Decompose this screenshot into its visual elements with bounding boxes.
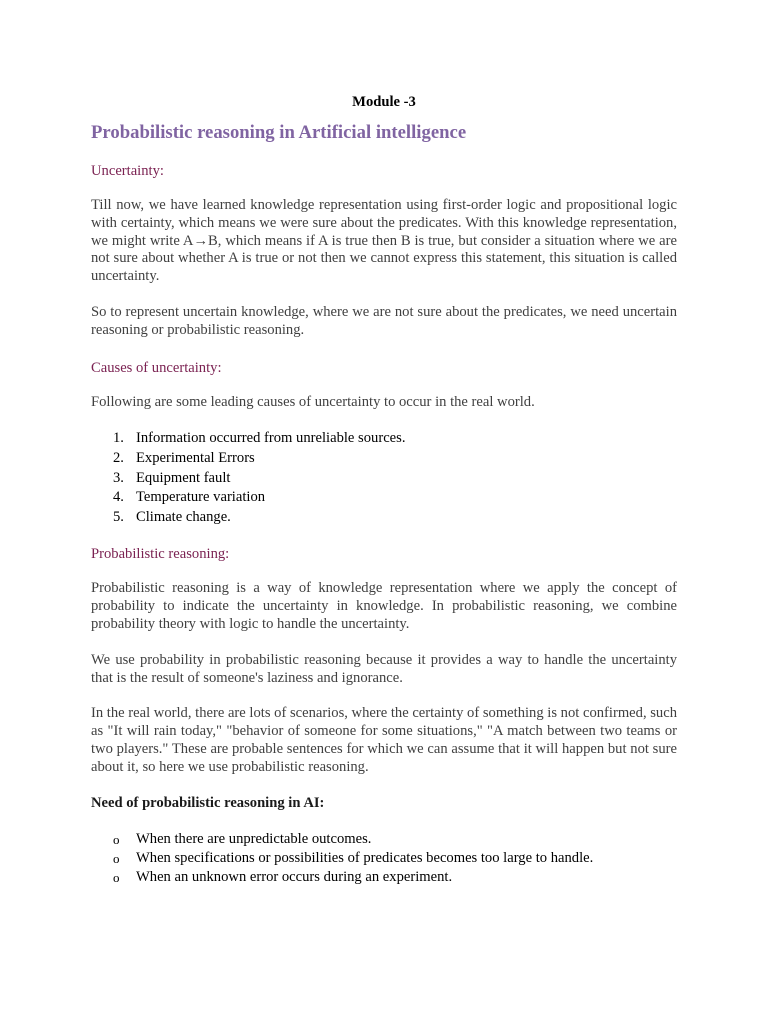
list-item [91,868,677,887]
uncertainty-paragraph-1: Till now, we have learned knowledge representation using first-order logic and propositional logic with certainty, which means we were sure about the predicates. With this knowledge representation, we might write A→B, which means if A is true then B is true, but consider a situation where we are not sure about whether A is true or not then we cannot express this statement, this situation is called uncertainty. [91,197,677,285]
module-title: Module -3 [352,94,416,110]
list-item-number: 1. [113,430,124,447]
list-item [91,488,677,508]
probabilistic-paragraph-2: We use probability in probabilistic reasoning because it provides a way to handle the uncertainty that is the result of someone's laziness and ignorance. [91,651,677,686]
list-item [91,849,677,868]
list-item-text: Equipment fault [136,469,231,486]
uncertainty-paragraph-2: So to represent uncertain knowledge, where we are not sure about the predicates, we need uncertain reasoning or probabilistic reasoning. [91,303,677,338]
list-item-number: 5. [113,508,124,525]
bullet-icon: o [113,870,120,886]
need-heading: Need of probabilistic reasoning in AI: [91,794,325,811]
list-item [91,469,677,489]
list-item-number: 4. [113,489,124,506]
list-item-text: Climate change. [136,508,231,525]
list-item [91,508,677,528]
probabilistic-paragraph-1: Probabilistic reasoning is a way of knowledge representation where we apply the concept of probability to indicate the uncertainty in knowledge. In probabilistic reasoning, we combine probability theory with logic to handle the uncertainty. [91,580,677,632]
need-list [91,830,677,887]
causes-intro: Following are some leading causes of uncertainty to occur in the real world. [91,393,535,410]
list-item-text: When specifications or possibilities of predicates becomes too large to handle. [136,850,594,867]
list-item-text: Information occurred from unreliable sources. [136,430,406,447]
list-item [91,830,677,849]
list-item-text: When there are unpredictable outcomes. [136,831,372,848]
main-heading: Probabilistic reasoning in Artificial intelligence [91,122,467,143]
causes-list [91,429,677,527]
probabilistic-paragraph-3: In the real world, there are lots of scenarios, where the certainty of something is not confirmed, such as "It will rain today," "behavior of someone for some situations," "A match between two teams or two players." These are probable sentences for which we can assume that it will happen but not sure about it, so here we use probabilistic reasoning. [91,705,677,775]
bullet-icon: o [113,851,120,867]
list-item-text: When an unknown error occurs during an experiment. [136,869,453,886]
document-page [91,92,677,887]
probabilistic-heading: Probabilistic reasoning: [91,546,230,563]
bullet-icon: o [113,832,120,848]
list-item-text: Experimental Errors [136,449,255,466]
uncertainty-heading: Uncertainty: [91,163,164,179]
list-item [91,449,677,469]
causes-heading: Causes of uncertainty: [91,359,222,376]
list-item [91,429,677,449]
list-item-number: 3. [113,469,124,486]
list-item-number: 2. [113,449,124,466]
list-item-text: Temperature variation [136,489,266,506]
